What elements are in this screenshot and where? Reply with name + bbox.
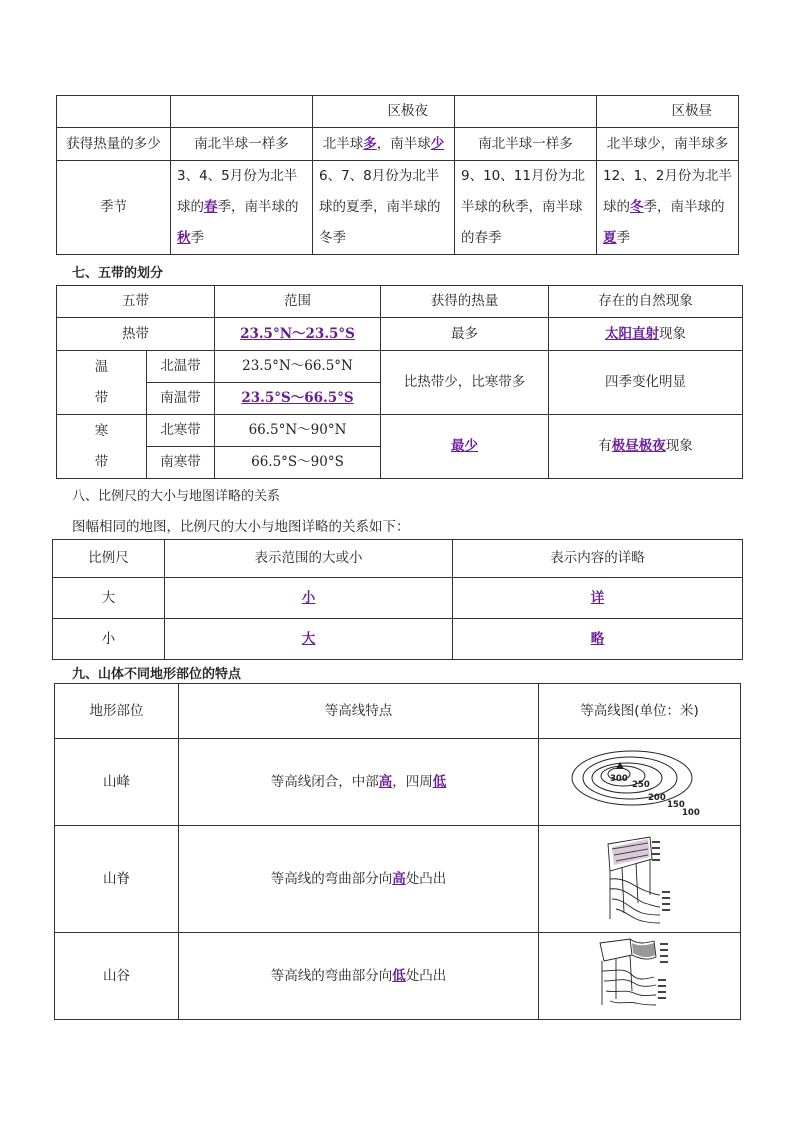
terrain-name: 山峰 [55,739,179,826]
scale-value: 大 [53,578,165,619]
polar-table [56,95,739,255]
header-cell: 五带 [57,286,215,318]
header-cell: 比例尺 [53,540,165,578]
zone-name: 南温带 [147,383,215,415]
zone-range: 23.5°S～66.5°S [215,383,381,415]
range-value: 大 [165,619,453,660]
terrain-table [54,683,741,1020]
header-cell [171,96,313,128]
contour-label: 250 [631,780,650,790]
zone-heat: 比热带少，比寒带多 [381,351,549,415]
header-cell: 范围 [215,286,381,318]
cell: 12、1、2月份为北半球的冬季，南半球的夏季 [597,161,739,255]
header-cell: 获得的热量 [381,286,549,318]
zone-name: 北温带 [147,351,215,383]
cell: 南北半球一样多 [171,128,313,161]
zone-group: 寒 带 [57,415,147,479]
terrain-feature: 等高线的弯曲部分向低处凸出 [179,933,539,1020]
detail-value: 详 [453,578,743,619]
zone-phenomenon: 四季变化明显 [549,351,743,415]
contour-label: 200 [647,793,666,803]
five-zones-table [56,285,743,479]
peak-contour-icon [570,744,710,820]
range-value: 小 [165,578,453,619]
section-title: 七、五带的划分 [72,266,164,281]
cell: 3、4、5月份为北半球的春季，南半球的秋季 [171,161,313,255]
header-cell: 等高线特点 [179,684,539,739]
cell: 6、7、8月份为北半球的夏季，南半球的冬季 [313,161,455,255]
zone-range: 66.5°N～90°N [215,415,381,447]
zone-range: 23.5°N～66.5°N [215,351,381,383]
header-cell: 表示内容的详略 [453,540,743,578]
terrain-feature: 等高线闭合，中部高，四周低 [179,739,539,826]
cell: 北半球多，南半球少 [313,128,455,161]
header-cell: 区极夜 [313,96,455,128]
zone-phenomenon: 太阳直射现象 [549,318,743,351]
scale-table [52,539,743,660]
cell: 9、10、11月份为北半球的秋季，南半球的春季 [455,161,597,255]
terrain-feature: 等高线的弯曲部分向高处凸出 [179,826,539,933]
header-cell: 区极昼 [597,96,739,128]
section-title: 九、山体不同地形部位的特点 [72,667,242,682]
header-cell: 存在的自然现象 [549,286,743,318]
contour-label: 300 [609,774,628,784]
scale-value: 小 [53,619,165,660]
section-title: 八、比例尺的大小与地图详略的关系 [72,489,281,504]
header-cell [57,96,171,128]
zone-name: 北寒带 [147,415,215,447]
zone-heat: 最少 [381,415,549,479]
zone-phenomenon: 有极昼极夜现象 [549,415,743,479]
contour-label: 150 [666,800,685,810]
cell: 北半球少，南半球多 [597,128,739,161]
header-cell: 等高线图(单位：米) [539,684,741,739]
zone-heat: 最多 [381,318,549,351]
valley-contour-icon [590,935,690,1017]
row-label: 季节 [57,161,171,255]
header-cell: 表示范围的大或小 [165,540,453,578]
detail-value: 略 [453,619,743,660]
cell: 南北半球一样多 [455,128,597,161]
zone-name: 南寒带 [147,447,215,479]
ridge-contour-icon [590,829,690,929]
section-intro: 图幅相同的地图，比例尺的大小与地图详略的关系如下： [72,519,410,535]
contour-figure-peak [539,739,741,826]
terrain-name: 山谷 [55,933,179,1020]
contour-figure-valley [539,933,741,1020]
terrain-name: 山脊 [55,826,179,933]
zone-range: 23.5°N～23.5°S [215,318,381,351]
contour-figure-ridge [539,826,741,933]
header-cell [455,96,597,128]
contour-label: 100 [681,808,700,818]
zone-group: 温 带 [57,351,147,415]
zone-range: 66.5°S～90°S [215,447,381,479]
header-cell: 地形部位 [55,684,179,739]
zone-name: 热带 [57,318,215,351]
row-label: 获得热量的多少 [57,128,171,161]
